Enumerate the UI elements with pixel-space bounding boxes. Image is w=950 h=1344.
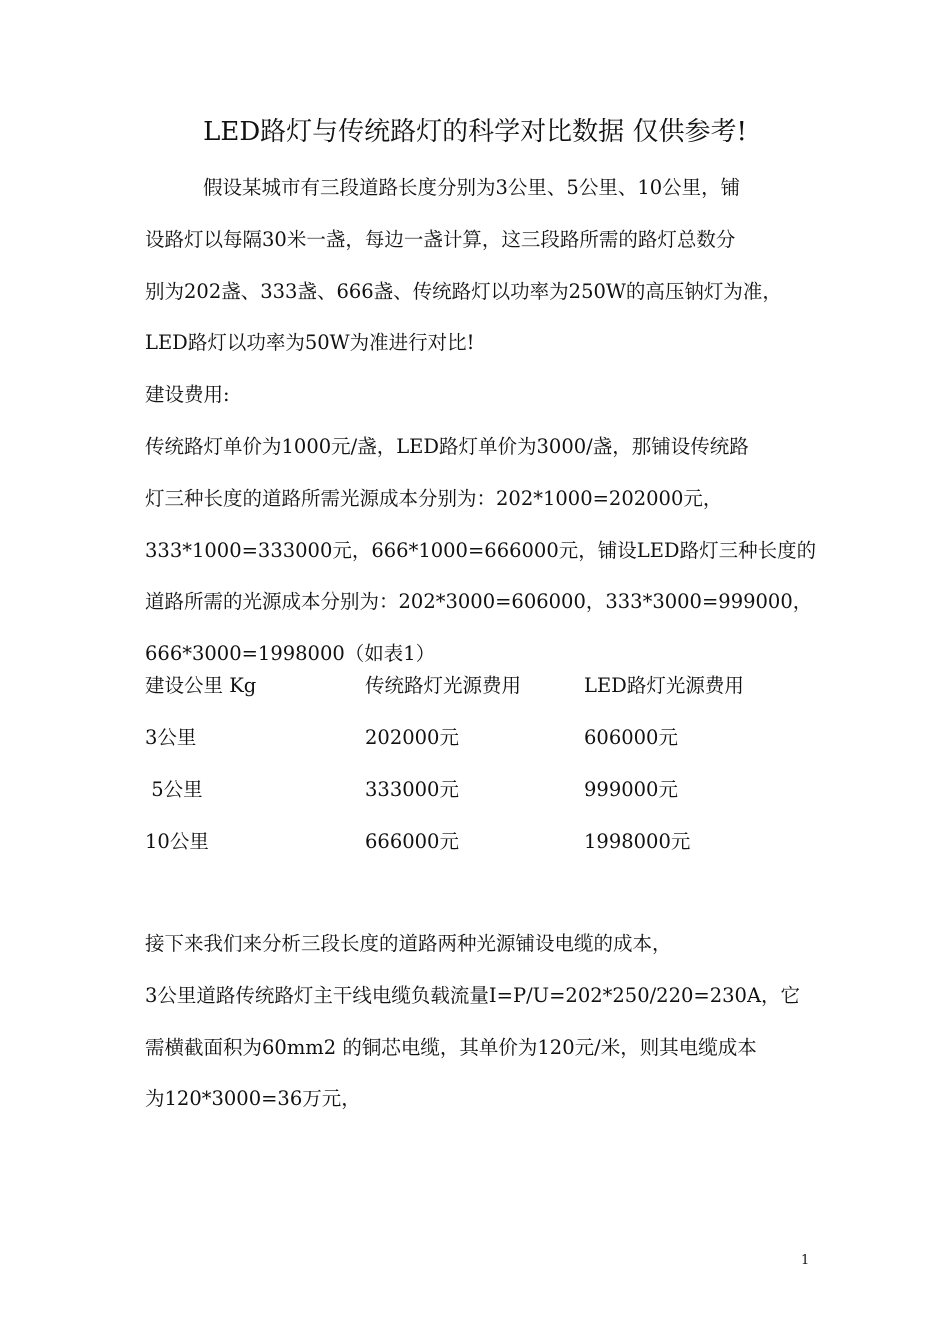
page-number: 1 (801, 1253, 810, 1268)
intro-line: 假设某城市有三段道路长度分别为3公里、5公里、10公里，铺 (203, 176, 741, 199)
table-cell: 202000元 (365, 726, 459, 749)
table-cell: 666000元 (365, 830, 459, 853)
construction-line: 666*3000=1998000（如表1） (145, 642, 436, 666)
table-cell: 333000元 (365, 778, 459, 801)
cable-line: 3公里道路传统路灯主干线电缆负载流量I=P/U=202*250/220=230A，它 (145, 983, 801, 1007)
page-title: LED路灯与传统路灯的科学对比数据 仅供参考! (203, 117, 747, 147)
intro-line: 别为202盏、333盏、666盏、传统路灯以功率为250W的高压钠灯为准， (145, 279, 782, 303)
intro-line: 设路灯以每隔30米一盏，每边一盏计算，这三段路所需的路灯总数分 (145, 227, 736, 251)
table-cell: 10公里 (145, 830, 209, 853)
table-header-cell: 建设公里 Kg (145, 674, 257, 697)
table-header-cell: LED路灯光源费用 (584, 674, 744, 697)
table-cell: 606000元 (584, 726, 678, 749)
section-heading: 建设费用: (145, 383, 230, 407)
intro-paragraph (145, 162, 817, 680)
construction-line: 道路所需的光源成本分别为：202*3000=606000，333*3000=999000， (145, 590, 813, 614)
cable-line: 需横截面积为60mm2 的铜芯电缆，其单价为120元/米，则其电缆成本 (145, 1035, 757, 1059)
table-header-cell: 传统路灯光源费用 (365, 674, 522, 697)
table-row (145, 712, 813, 764)
table-header-row (145, 660, 813, 712)
cost-table (145, 660, 813, 868)
construction-line: 灯三种长度的道路所需光源成本分别为：202*1000=202000元， (145, 486, 723, 510)
cable-paragraph (145, 918, 813, 1125)
table-cell: 1998000元 (584, 830, 691, 853)
cable-line: 接下来我们来分析三段长度的道路两种光源铺设电缆的成本， (145, 932, 672, 955)
table-cell: 3公里 (145, 726, 197, 749)
cable-line: 为120*3000=36万元， (145, 1087, 361, 1111)
construction-line: 333*1000=333000元，666*1000=666000元，铺设LED路灯三种长度的 (145, 538, 817, 562)
table-cell: 999000元 (584, 778, 678, 801)
construction-line: 传统路灯单价为1000元/盏，LED路灯单价为3000/盏，那铺设传统路 (145, 434, 749, 458)
table-row (145, 764, 813, 816)
table-cell: 5公里 (145, 778, 203, 801)
intro-line: LED路灯以功率为50W为准进行对比! (145, 331, 475, 355)
table-row (145, 816, 813, 868)
